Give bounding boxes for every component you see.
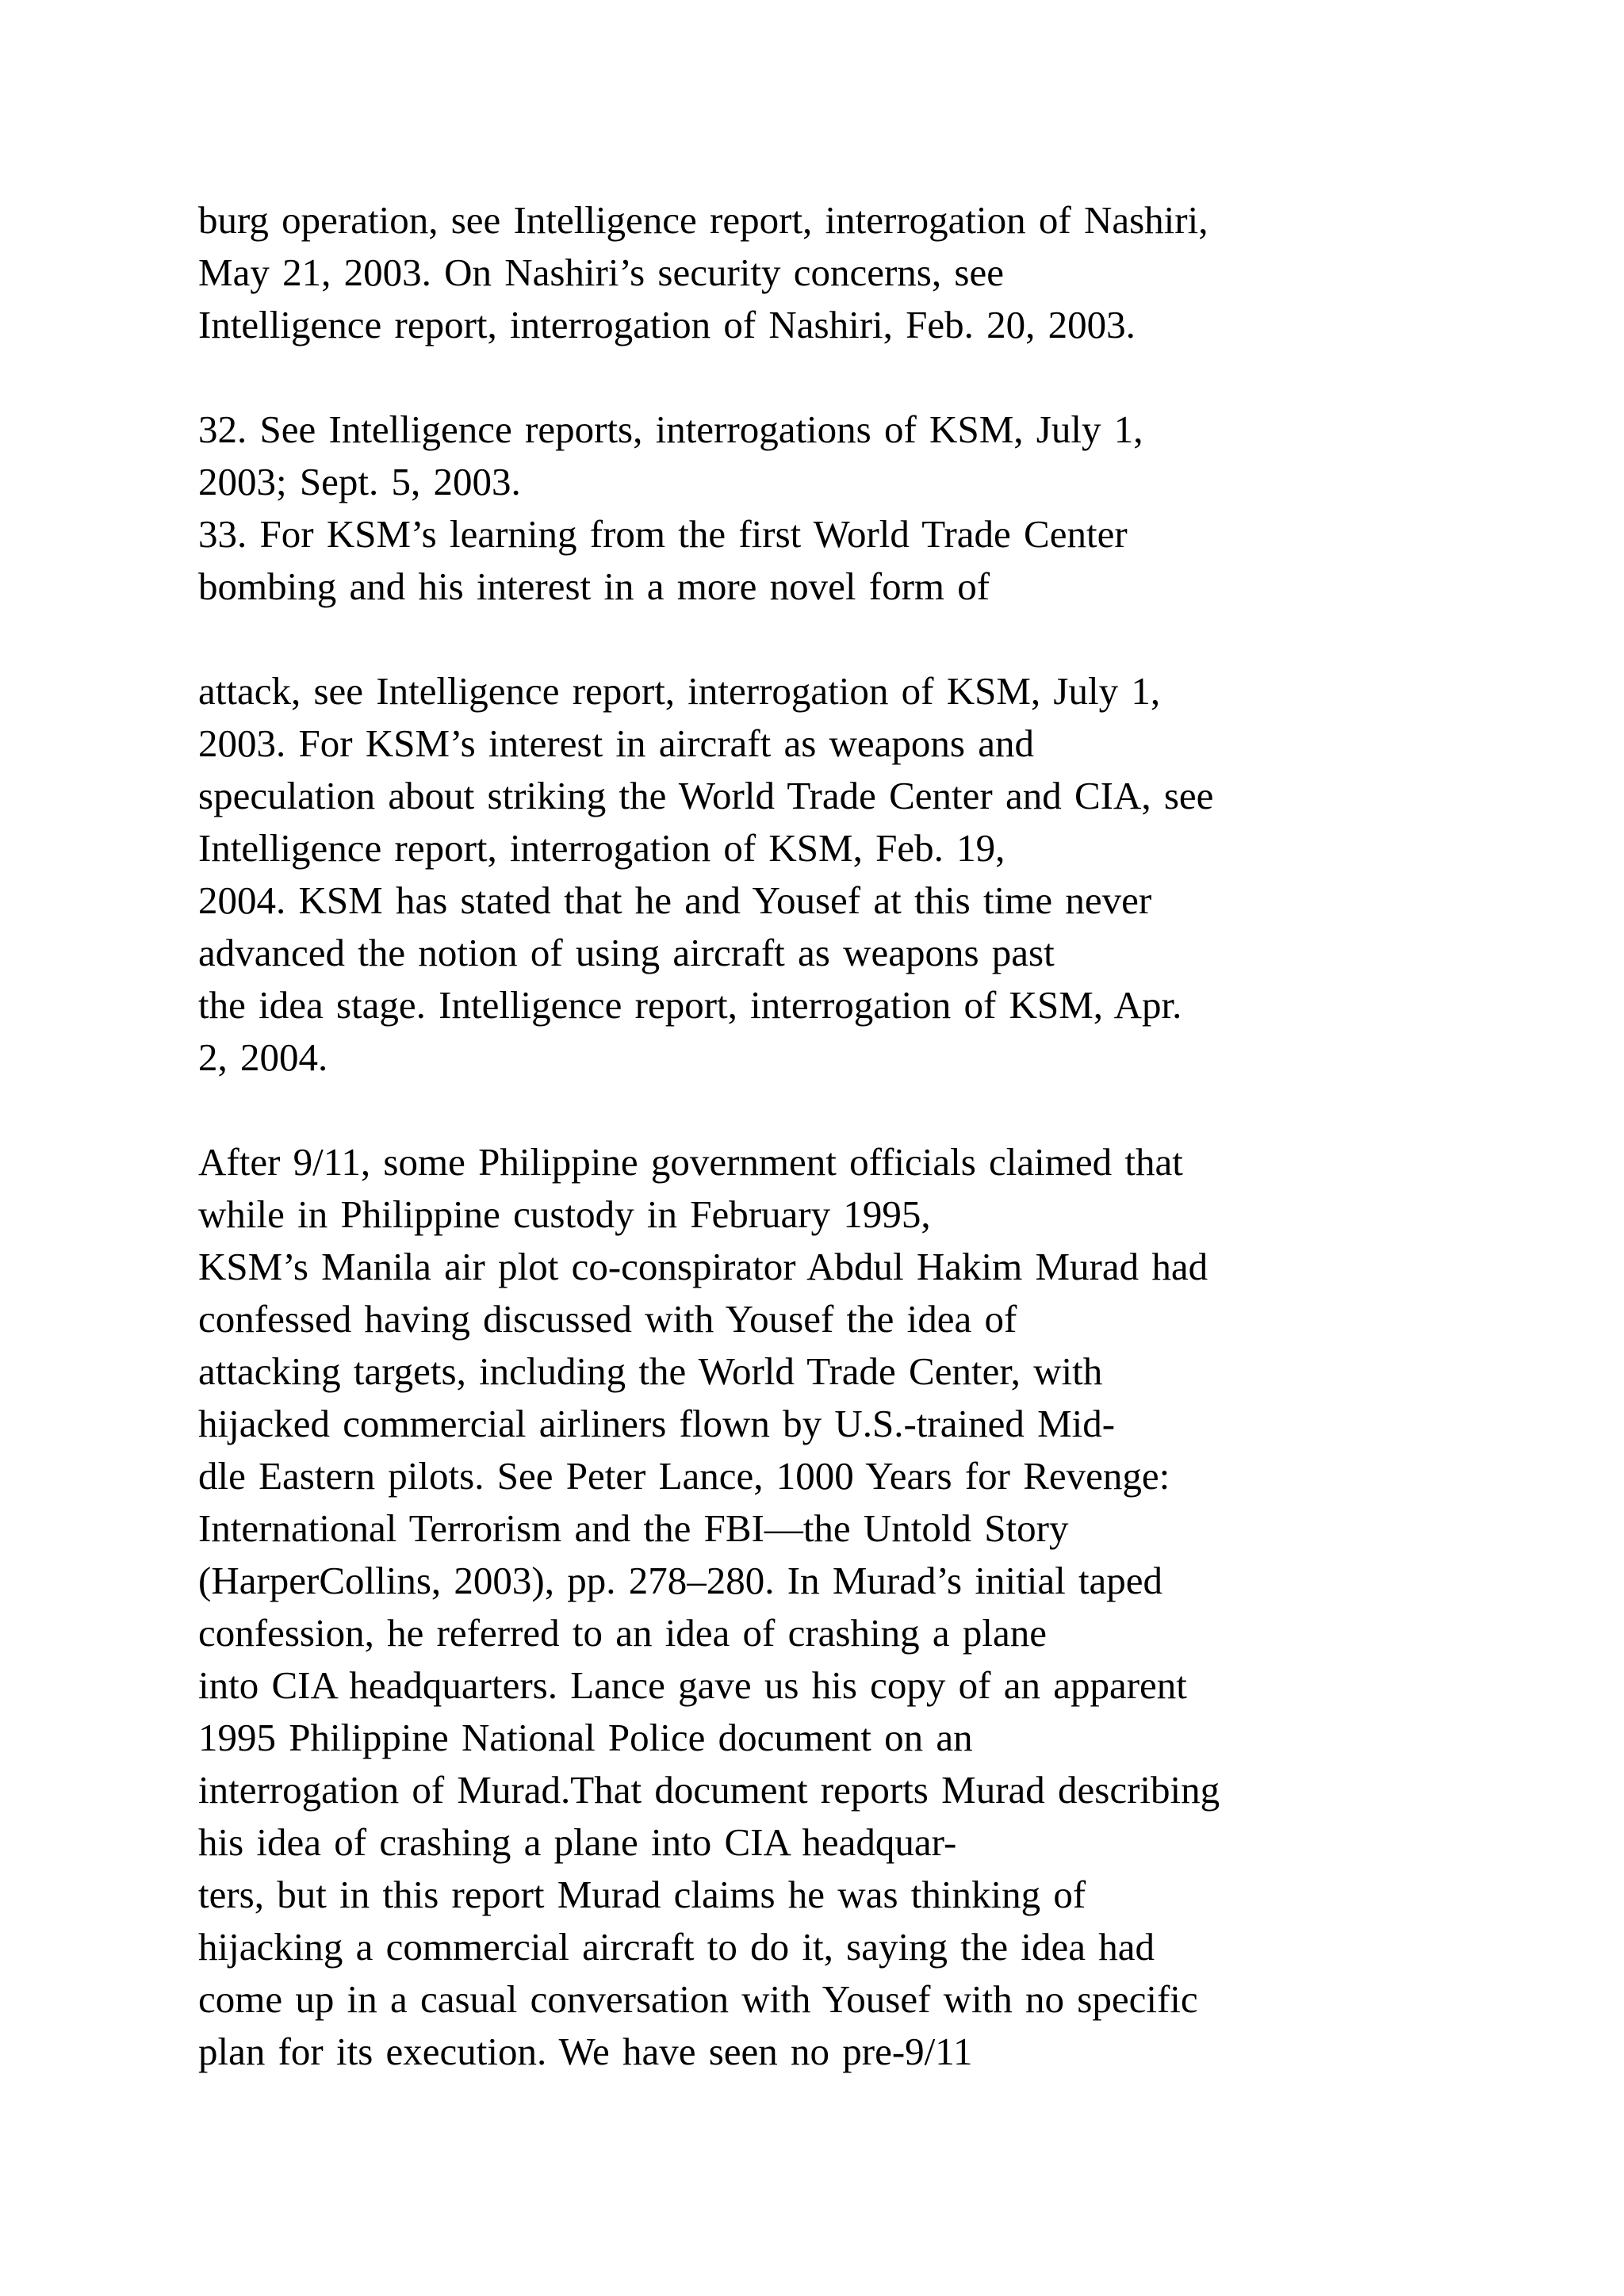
paragraph-ksm-aircraft: [198, 665, 1499, 1084]
text-line: confession, he referred to an idea of crashing a plane: [198, 1611, 1047, 1655]
text-line: confessed having discussed with Yousef the idea of: [198, 1297, 1017, 1341]
text-line: ters, but in this report Murad claims he was thinking of: [198, 1873, 1086, 1916]
text-line: burg operation, see Intelligence report, interrogation of Nashiri,: [198, 198, 1208, 242]
text-line: 2, 2004.: [198, 1035, 328, 1079]
text-line: speculation about striking the World Trade Center and CIA, see: [198, 774, 1214, 817]
paragraph-nashiri-notes: [198, 194, 1499, 351]
text-line: come up in a casual conversation with Yousef with no specific: [198, 1977, 1198, 2021]
text-line: Intelligence report, interrogation of KSM, Feb. 19,: [198, 826, 1005, 870]
paragraph-notes-32-33: [198, 404, 1499, 613]
text-line: (HarperCollins, 2003), pp. 278–280. In Murad’s initial taped: [198, 1559, 1163, 1602]
text-line: advanced the notion of using aircraft as weapons past: [198, 931, 1055, 974]
text-line: 2003. For KSM’s interest in aircraft as weapons and: [198, 721, 1034, 765]
text-line: the idea stage. Intelligence report, interrogation of KSM, Apr.: [198, 983, 1182, 1027]
text-line: while in Philippine custody in February 1995,: [198, 1192, 931, 1236]
text-line: Intelligence report, interrogation of Nashiri, Feb. 20, 2003.: [198, 303, 1136, 346]
text-line: International Terrorism and the FBI—the Untold Story: [198, 1506, 1069, 1550]
text-line: dle Eastern pilots. See Peter Lance, 1000 Years for Revenge:: [198, 1454, 1170, 1498]
text-line: KSM’s Manila air plot co-conspirator Abdul Hakim Murad had: [198, 1245, 1208, 1288]
text-line: interrogation of Murad.That document reports Murad describing: [198, 1768, 1220, 1812]
text-line: plan for its execution. We have seen no pre-9/11: [198, 2030, 973, 2073]
text-line: into CIA headquarters. Lance gave us his copy of an apparent: [198, 1663, 1187, 1707]
text-line: bombing and his interest in a more novel form of: [198, 564, 990, 608]
text-line: 32. See Intelligence reports, interrogations of KSM, July 1,: [198, 408, 1143, 451]
paragraph-gap: [198, 1084, 1499, 1136]
document-text-column: [198, 194, 1499, 2078]
text-line: After 9/11, some Philippine government officials claimed that: [198, 1140, 1183, 1184]
text-line: attacking targets, including the World Trade Center, with: [198, 1349, 1103, 1393]
text-line: May 21, 2003. On Nashiri’s security concerns, see: [198, 251, 1004, 294]
text-line: hijacking a commercial aircraft to do it, saying the idea had: [198, 1925, 1155, 1969]
text-line: 2003; Sept. 5, 2003.: [198, 460, 521, 503]
text-line: hijacked commercial airliners flown by U.S.-trained Mid-: [198, 1402, 1116, 1445]
text-line: 1995 Philippine National Police document on an: [198, 1716, 973, 1759]
paragraph-gap: [198, 351, 1499, 404]
paragraph-gap: [198, 613, 1499, 665]
text-line: 2004. KSM has stated that he and Yousef at this time never: [198, 878, 1152, 922]
text-line: his idea of crashing a plane into CIA headquar-: [198, 1820, 957, 1864]
text-line: attack, see Intelligence report, interrogation of KSM, July 1,: [198, 669, 1161, 713]
text-line: 33. For KSM’s learning from the first World Trade Center: [198, 512, 1128, 556]
paragraph-murad-confession: [198, 1136, 1499, 2078]
